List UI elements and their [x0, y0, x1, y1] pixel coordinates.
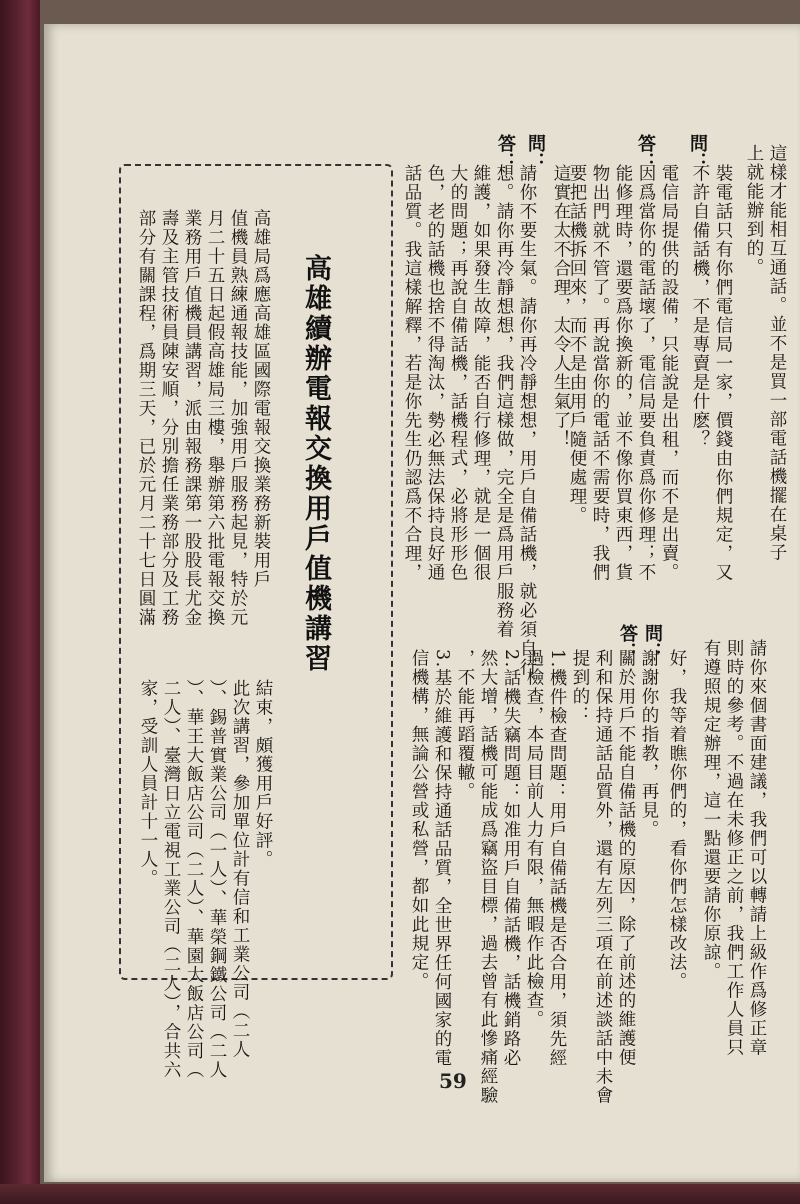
answer-label: 答： — [617, 624, 638, 660]
question-label: 問： — [642, 624, 663, 660]
question-label: 問： — [525, 134, 546, 170]
notice-title: 高雄續辦電報交換用戶值機講習 — [300, 254, 331, 674]
answer-label: 答： — [495, 134, 516, 170]
answer-text: 電信局提供的設備，只能說是出租，而不是出賣。 因爲當你的電話壞了，電信局要負責爲你修理；不 能修理時，還要爲你換新的，並不像你買東西，貨 物出門就不管了。再說當你的電話不需要時，我們 要把話機拆回來，而不是由用戶隨便處理。 — [567, 164, 679, 582]
question-text: 裝電話只有你們電信局一家，價錢由你們規定，又 不許自備話機，不是專賣是什麽？ — [690, 164, 733, 582]
notice-body-continued: 結束，頗獲用戶好評。 此次講習，參加單位計有信和工業公司（二人 ）、錫普實業公司（一人）、華榮鋼鐵公司（二人 ）、華王大飯店公司（二人）、華園大飯店公司（ 二人）、臺灣日立電視工業公司（二人），合共六 家，受訓人員計十一人。 — [138, 679, 273, 1080]
numbered-items: 1.機件檢查問題：用戶自備話機是否合用，須先經 過檢查，本局目前人力有限，無暇作此檢查。 2.話機失竊問題：如准用戶自備話機，話機銷路必 然大增，話機可能成爲竊盜目標，過去曾有此慘痛經驗 ，不能再蹈覆轍。 3.基於維護和保持通話品質，全世界任何國家的電 信機構，無論公營或私營，都如此規定。 — [409, 649, 567, 1105]
answer-text: 請你不要生氣。請你再冷靜想想，用戶自備話機，就必須自行 想。請你再冷靜想想，我們這樣做，完全是爲用戶服務着 維護，如果發生故障，能否自行修理，就是一個很 大的問題；再說自備話機，話機程式，必將形形色 色，老的話機也捨不得淘汰，勢必無法保持良好通 話品質。我這樣解釋，若是你先生仍認爲不合理， — [402, 164, 537, 677]
notice-body: 高雄局爲應高雄區國際電報交換業務新裝用戶 值機員熟練通報技能，加強用戶服務起見，特於元 月二十五日起假高雄局三樓，舉辦第六批電報交換 業務用戶值機員講習，派由報務課第一股股長尤金 壽及主管技術員陳安順，分別擔任業務部分及工務 部分有關課程，爲期三天，已於元月二十七日圓滿 — [136, 209, 271, 627]
question-label: 問： — [687, 134, 708, 170]
page-number: 59 — [439, 1069, 467, 1093]
book-page — [44, 24, 800, 1182]
book-cover-bottom — [0, 1184, 800, 1204]
book-cover-edge — [0, 0, 40, 1204]
question-text: 這實在太不合理，太令人生氣了！ — [551, 164, 571, 449]
question-text: 好，我等着瞧你們的，看你們怎樣改法。 — [667, 649, 687, 991]
answer-label: 答： — [635, 134, 656, 170]
continuation-text: 這樣才能相互通話。並不是買一部電話機擺在桌子 上就能辦到的。 — [744, 144, 787, 562]
continuation-text: 請你來個書面建議，我們可以轉請上級作爲修正章 則時的參考。不過在未修正之前，我們工作人員只 有遵照規定辦理，這一點還要請你原諒。 — [701, 639, 767, 1057]
answer-text: 謝謝你的指教，再見。 關於用戶不能自備話機的原因，除了前述的維護便 利和保持通話品質外，還有左列三項在前述談話中未會 提到的： — [570, 649, 659, 1105]
